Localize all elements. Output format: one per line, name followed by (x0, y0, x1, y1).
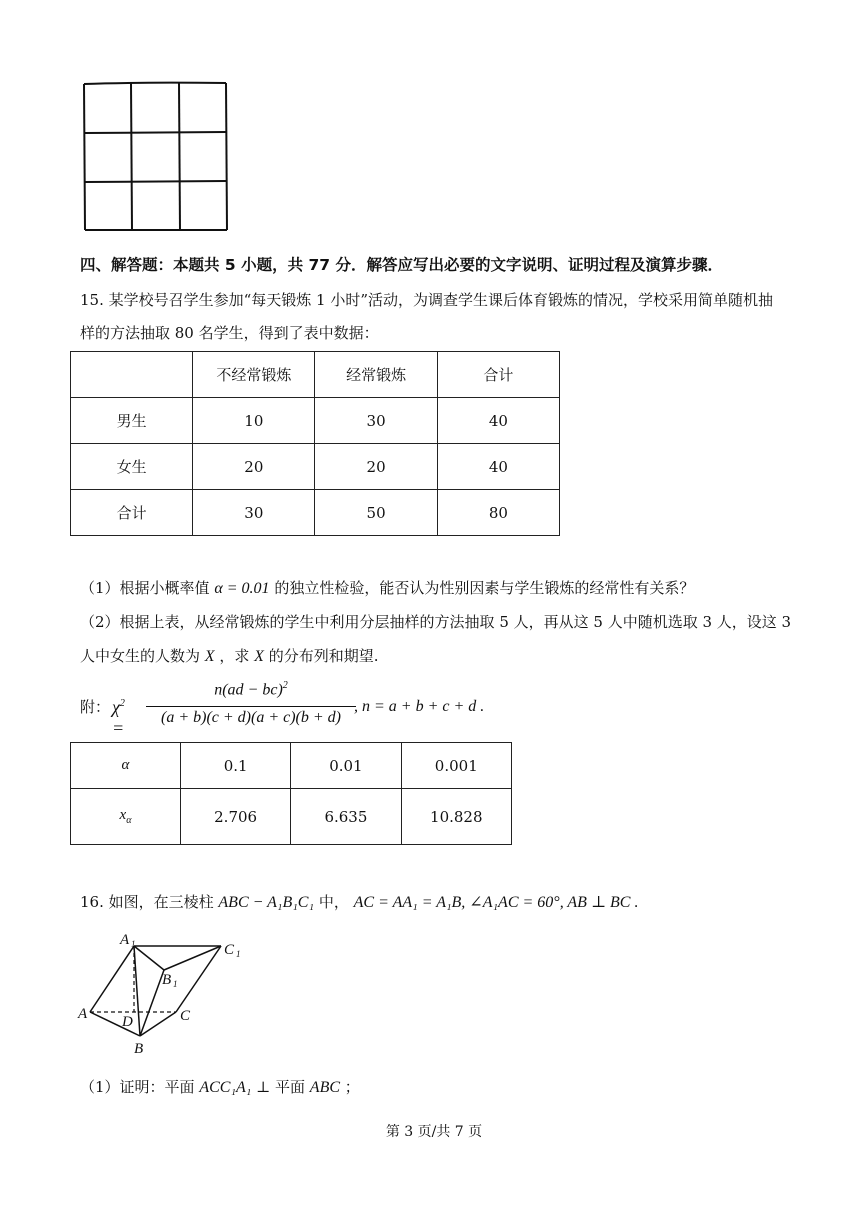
formula-rhs: , n = a + b + c + d . (354, 698, 485, 715)
table-cell: 30 (315, 398, 437, 444)
table-row (71, 789, 512, 845)
q15-line1: 15. 某学校号召学生参加“每天锻炼 1 小时”活动，为调查学生课后体育锻炼的情况，学校采用简单随机抽 (80, 291, 774, 309)
page-footer: 第 3 页/共 7 页 (385, 1124, 483, 1140)
q15-part1-text-b: 的独立性检验，能否认为性别因素与学生锻炼的经常性有关系？ (274, 579, 695, 597)
q16-part1-text-a: （1）证明：平面 (80, 1078, 195, 1096)
q16-conditions: AC = AA₁ = A₁B, ∠A₁AC = 60°, AB ⊥ BC . (353, 894, 639, 911)
table-cell: 80 (437, 490, 559, 536)
formula-numerator: n(ad − bc)$^2$ (214, 680, 288, 699)
q16-part1-end: ； (344, 1078, 360, 1096)
critical-value-table (70, 742, 512, 845)
table-cell: 6.635 (291, 789, 401, 845)
table-cell: 10.828 (401, 789, 511, 845)
q15-part2-text-a: 人中女生的人数为 (80, 647, 201, 665)
table-cell: 40 (437, 398, 559, 444)
table-cell: 男生 (71, 398, 193, 444)
table-cell: 50 (315, 490, 437, 536)
label-a: A (78, 1006, 88, 1022)
prism-figure (76, 928, 256, 1058)
table-cell: 20 (193, 444, 315, 490)
table-cell: 40 (437, 444, 559, 490)
label-c: C (180, 1008, 191, 1024)
appendix-label: 附： (80, 698, 111, 716)
q16-intro (80, 892, 638, 913)
q15-part2-text-b: ，求 (219, 647, 250, 665)
formula-denominator: (a + b)(c + d)(a + c)(b + d) (160, 709, 341, 726)
fraction-bar (146, 706, 356, 707)
svg-text:1: 1 (173, 979, 178, 989)
grid-figure (78, 78, 233, 236)
table-header-cell: 合计 (437, 352, 559, 398)
q16-intro-text: 16. 如图，在三棱柱 (80, 893, 214, 911)
table-cell: 2.706 (180, 789, 290, 845)
alpha-value: α = 0.01 (214, 580, 270, 597)
plane-abc: ABC (309, 1079, 341, 1096)
q15-part2-text-c: 的分布列和期望. (268, 647, 379, 665)
label-a1: A (120, 932, 130, 948)
q15-part1 (80, 578, 694, 599)
x-alpha-label: $x_\alpha$ (71, 789, 181, 845)
table-cell: 10 (193, 398, 315, 444)
table-row (71, 743, 512, 789)
q16-part1-text-b: 平面 (275, 1078, 306, 1096)
table-cell: 合计 (71, 490, 193, 536)
label-d: D (122, 1014, 133, 1030)
contingency-table (70, 351, 560, 536)
chi-symbol: $\chi^2$ = (112, 697, 125, 738)
table-header-cell (71, 352, 193, 398)
table-cell: 女生 (71, 444, 193, 490)
q15-part2-line1: （2）根据上表，从经常锻炼的学生中利用分层抽样的方法抽取 5 人，再从这 5 人中随机选取 3 人，设这 3 (80, 613, 792, 631)
label-b: B (134, 1041, 144, 1057)
table-cell: 0.01 (291, 743, 401, 789)
svg-text:1: 1 (236, 949, 241, 959)
table-header-cell: 经常锻炼 (315, 352, 437, 398)
q15-line2: 样的方法抽取 80 名学生，得到了表中数据： (80, 324, 379, 342)
table-header-cell: 不经常锻炼 (193, 352, 315, 398)
alpha-label: α (71, 743, 181, 789)
q15-part2-line2 (80, 646, 379, 667)
var-x: X (204, 648, 215, 665)
table-cell: 30 (193, 490, 315, 536)
q16-mid-text: 中， (318, 893, 349, 911)
q15-part1-text-a: （1）根据小概率值 (80, 579, 210, 597)
plane-acc1a1: ACC₁A₁ (199, 1079, 252, 1096)
prism-name: ABC − A₁B₁C₁ (218, 894, 315, 911)
var-x: X (254, 648, 264, 665)
q16-part1 (80, 1077, 360, 1098)
label-c1: C (224, 942, 235, 958)
perp-symbol: ⊥ (256, 1078, 275, 1096)
svg-text:1: 1 (131, 939, 136, 949)
label-b1: B (162, 972, 172, 988)
section-heading: 四、解答题：本题共 5 小题，共 77 分．解答应写出必要的文字说明、证明过程及演算步骤． (80, 256, 723, 274)
table-cell: 0.1 (180, 743, 290, 789)
table-cell: 20 (315, 444, 437, 490)
table-row (71, 398, 560, 444)
table-row (71, 490, 560, 536)
table-row (71, 444, 560, 490)
table-cell: 0.001 (401, 743, 511, 789)
